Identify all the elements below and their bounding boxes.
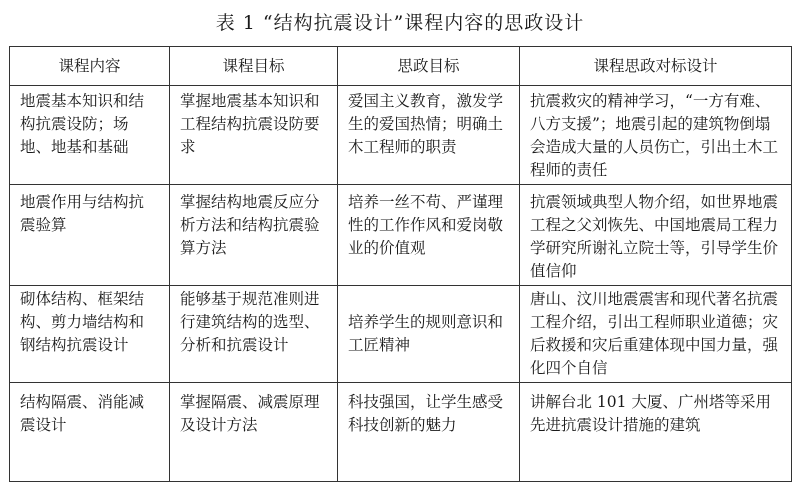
cell-ideological-design: 唐山、汶川地震震害和现代著名抗震工程介绍，引出工程师职业道德；灾后救援和灾后重建体现中国力量，强化四个自信 xyxy=(520,286,792,383)
header-course-content: 课程内容 xyxy=(10,47,170,86)
header-row xyxy=(10,47,792,86)
cell-ideological-goal: 培养学生的规则意识和工匠精神 xyxy=(338,286,520,383)
cell-ideological-design: 抗震领域典型人物介绍，如世界地震工程之父刘恢先、中国地震局工程力学研究所谢礼立院士等，引导学生价值信仰 xyxy=(520,185,792,286)
table-row xyxy=(10,86,792,185)
cell-ideological-goal: 培养一丝不苟、严谨理性的工作作风和爱岗敬业的价值观 xyxy=(338,185,520,286)
cell-course-goal: 掌握隔震、减震原理及设计方法 xyxy=(170,383,338,482)
cell-course-content: 地震作用与结构抗震验算 xyxy=(10,185,170,286)
cell-course-content: 结构隔震、消能减震设计 xyxy=(10,383,170,482)
table-caption: 表 1 “结构抗震设计”课程内容的思政设计 xyxy=(215,12,585,34)
table-row xyxy=(10,185,792,286)
cell-ideological-design: 抗震救灾的精神学习，“一方有难、八方支援”；地震引起的建筑物倒塌会造成大量的人员伤亡，引出土木工程师的责任 xyxy=(520,86,792,185)
course-design-table xyxy=(9,46,792,482)
header-ideological-design: 课程思政对标设计 xyxy=(520,47,792,86)
table-row xyxy=(10,286,792,383)
cell-course-goal: 掌握地震基本知识和工程结构抗震设防要求 xyxy=(170,86,338,185)
cell-course-content: 地震基本知识和结构抗震设防；场地、地基和基础 xyxy=(10,86,170,185)
header-ideological-goal: 思政目标 xyxy=(338,47,520,86)
cell-ideological-design: 讲解台北 101 大厦、广州塔等采用先进抗震设计措施的建筑 xyxy=(520,383,792,482)
cell-course-content: 砌体结构、框架结构、剪力墙结构和钢结构抗震设计 xyxy=(10,286,170,383)
cell-ideological-goal: 科技强国，让学生感受科技创新的魅力 xyxy=(338,383,520,482)
cell-course-goal: 能够基于规范准则进行建筑结构的选型、分析和抗震设计 xyxy=(170,286,338,383)
table-row xyxy=(10,383,792,482)
header-course-goal: 课程目标 xyxy=(170,47,338,86)
cell-course-goal: 掌握结构地震反应分析方法和结构抗震验算方法 xyxy=(170,185,338,286)
cell-ideological-goal: 爱国主义教育，激发学生的爱国热情；明确土木工程师的职责 xyxy=(338,86,520,185)
